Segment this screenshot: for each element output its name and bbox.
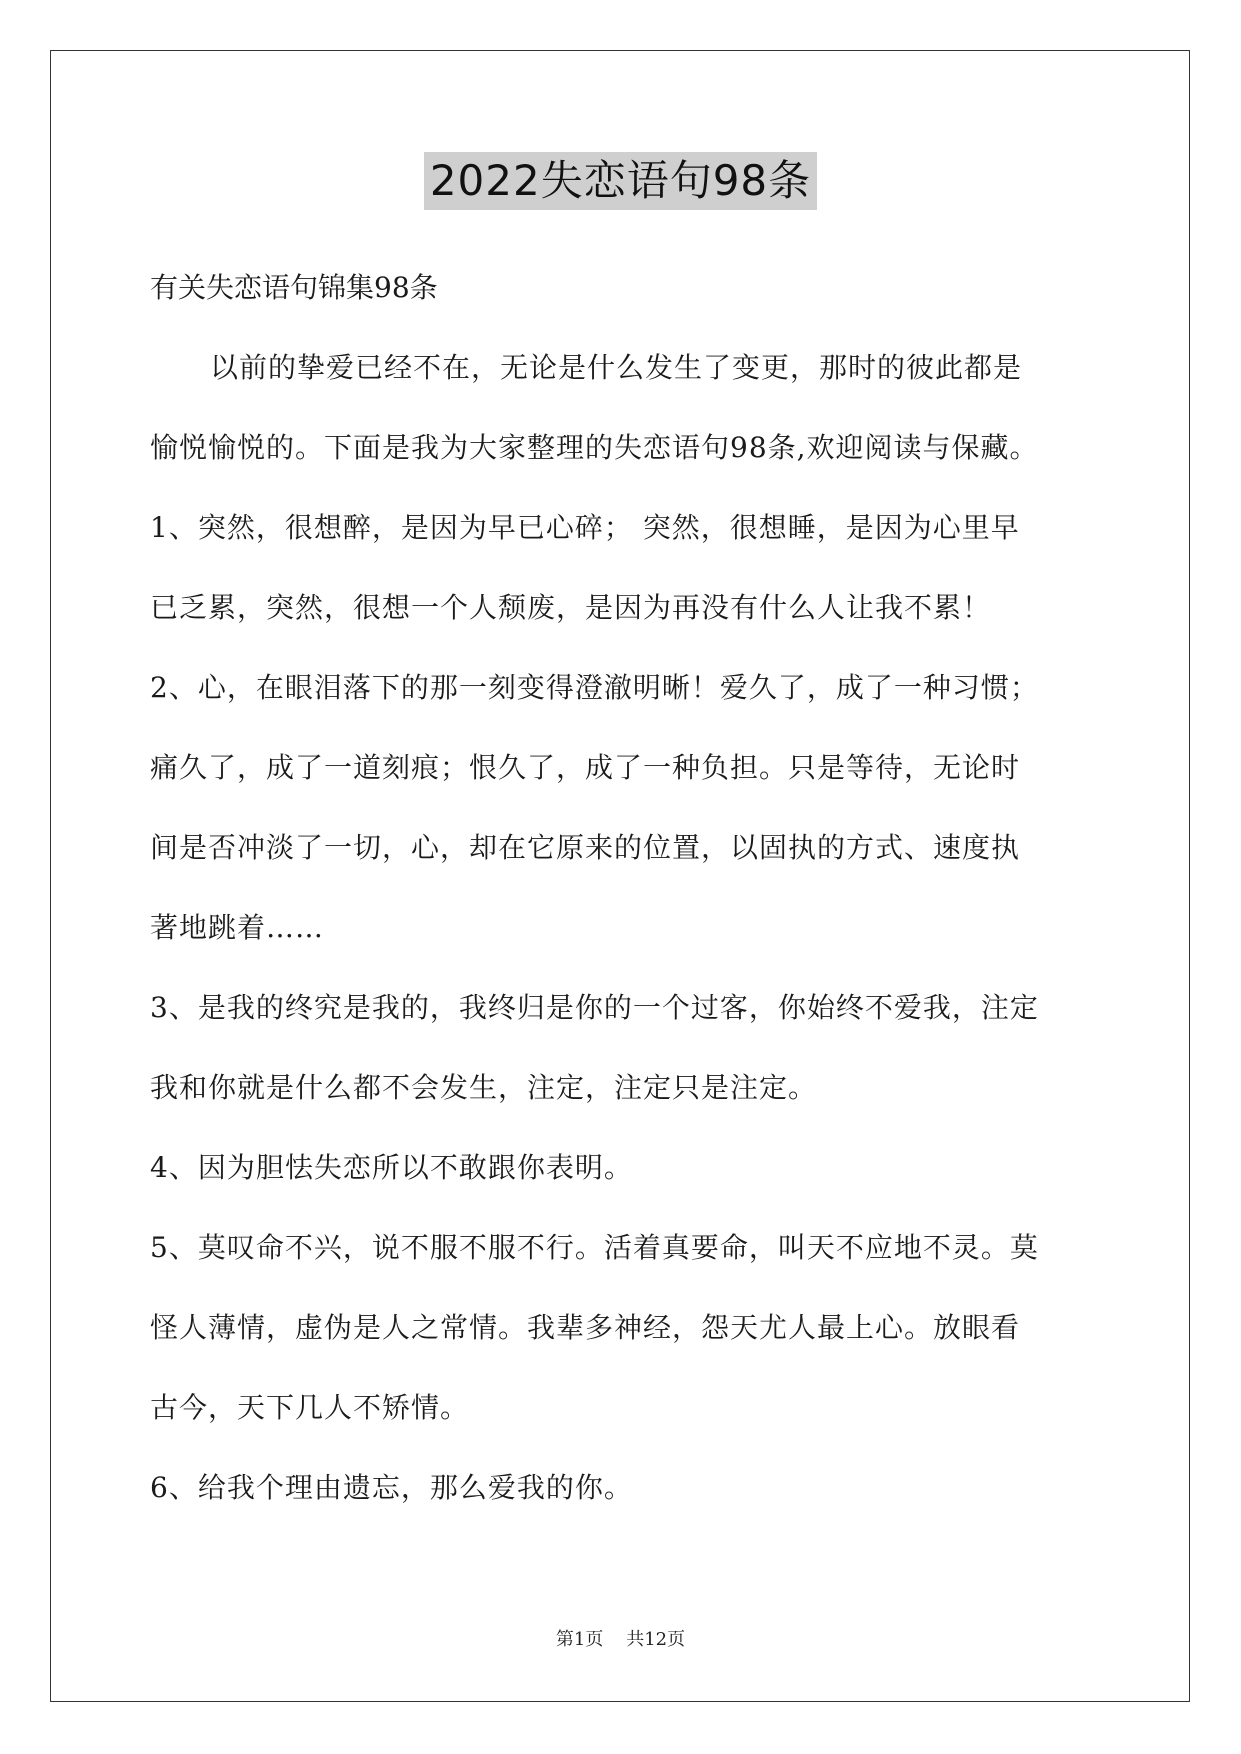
item-5-line-2: 怪人薄情，虚伪是人之常情。我辈多神经，怨天尤人最上心。放眼看 [150, 1311, 1021, 1344]
title-container [0, 152, 1241, 210]
item-2-line-1: 2、心，在眼泪落下的那一刻变得澄澈明晰！爱久了，成了一种习惯； [150, 671, 1039, 704]
item-2-line-3: 间是否冲淡了一切，心，却在它原来的位置，以固执的方式、速度执 [150, 831, 1021, 864]
document-title: 2022失恋语句98条 [424, 152, 817, 210]
item-5-line-1: 5、莫叹命不兴，说不服不服不行。活着真要命，叫天不应地不灵。莫 [150, 1231, 1039, 1264]
item-4-line-1: 4、因为胆怯失恋所以不敢跟你表明。 [150, 1151, 633, 1184]
document-subtitle: 有关失恋语句锦集98条 [150, 271, 438, 304]
item-1-line-1: 1、突然，很想醉，是因为早已心碎； 突然，很想睡，是因为心里早 [150, 511, 1020, 544]
page-footer: 第1页 共12页 [555, 1629, 686, 1650]
item-2-line-2: 痛久了，成了一道刻痕；恨久了，成了一种负担。只是等待，无论时 [150, 751, 1021, 784]
item-6-line-1: 6、给我个理由遗忘，那么爱我的你。 [150, 1471, 633, 1504]
item-3-line-1: 3、是我的终究是我的，我终归是你的一个过客，你始终不爱我，注定 [150, 991, 1039, 1024]
item-1-line-2: 已乏累，突然，很想一个人颓废，是因为再没有什么人让我不累！ [150, 591, 992, 624]
intro-line-2: 愉悦愉悦的。下面是我为大家整理的失恋语句98条,欢迎阅读与保藏。 [150, 431, 1039, 464]
item-3-line-2: 我和你就是什么都不会发生，注定，注定只是注定。 [150, 1071, 818, 1104]
item-5-line-3: 古今，天下几人不矫情。 [150, 1391, 470, 1424]
item-2-line-4: 著地跳着…… [150, 911, 325, 944]
intro-line-1: 以前的挚爱已经不在，无论是什么发生了变更，那时的彼此都是 [210, 351, 1023, 384]
